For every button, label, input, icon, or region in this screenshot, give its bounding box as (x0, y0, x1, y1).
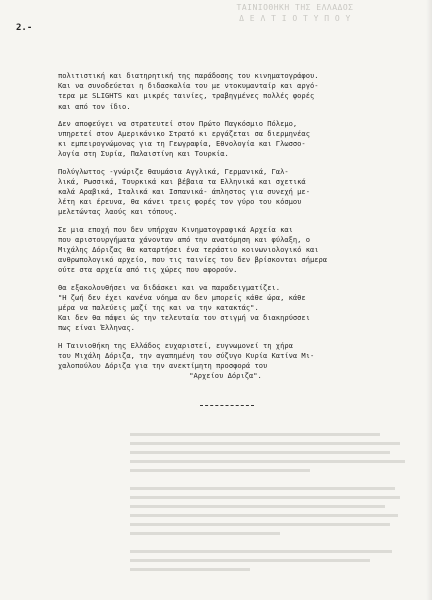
ghost-line (130, 484, 420, 493)
paragraph-2 (58, 119, 393, 160)
ghost-line (130, 475, 420, 484)
text-line: και από τον ίδιο. (58, 101, 131, 111)
text-line: τερα με SLIGHTS και μικρές ταινίες, τραβηγμένες πολλές φορές (58, 91, 315, 101)
text-line: ανθρωπολογικό αρχείο, που τις ταινίες του δεν βρίσκονται σήμερα (58, 255, 328, 265)
text-line: κι εμπειρογνώμονας για τη Γεωγραφία, Εθνολογία και Γλωσσο- (58, 139, 306, 149)
text-line: του Μιχάλη Δόριζα, την αγαπημένη του σύζυγο Κυρία Κατίνα Μι- (58, 350, 315, 360)
text-line: πως είναι Έλληνας. (58, 323, 135, 333)
text-line: ούτε στα αρχεία από τις χώρες που αφορούν. (58, 265, 238, 275)
text-line: Θα εξακολουθήσει να διδάσκει και να παραδειγματίζει. (58, 282, 281, 292)
ghost-line (130, 466, 420, 475)
text-line: που αριστουργήματα χάνονταν από την ανατόμηση και φύλαξη, ο (58, 234, 310, 244)
text-line: καλά Αραβικά, Ιταλικά και Ισπανικά- άπληστος για συνεχή με- (58, 187, 310, 197)
text-line: λογία στη Συρία, Παλαιστίνη και Τουρκία. (58, 149, 229, 159)
ghost-subtitle: Δ Ε Λ Τ Ι Ο Τ Υ Π Ο Υ (239, 14, 351, 23)
paragraph-5 (58, 283, 393, 334)
ghost-line (130, 448, 420, 457)
ghost-line (130, 439, 420, 448)
bleed-through-text (130, 430, 420, 574)
ghost-line (130, 511, 420, 520)
ghost-line (130, 430, 420, 439)
ghost-line (130, 547, 420, 556)
bleed-through-header (180, 2, 410, 24)
text-line: Σε μια εποχή που δεν υπήρχαν Κινηματογραφικά Αρχεία και (58, 224, 293, 234)
paragraph-3 (58, 167, 393, 218)
ghost-line (130, 556, 420, 565)
text-line: μέρα να παλεύεις μαζί της και να την κατακτάς". (58, 303, 259, 313)
ghost-line (130, 529, 420, 538)
text-line: υπηρετεί στον Αμερικάνικο Στρατό κι εργάζεται σα διερμηνέας (58, 129, 310, 139)
text-line: Και να συνοδεύεται η διδασκαλία του με ντοκυμανταίρ και αργό- (58, 81, 319, 91)
text-line: Η Ταινιοθήκη της Ελλάδος ευχαριστεί, ευγνωμονεί τη χήρα (58, 340, 293, 350)
text-line: λικά, Ρωσσικά, Τουρκικά και βέβαια τα Ελληνικά και σχετικά (58, 176, 306, 186)
text-line: "Αρχείου Δόριζα". (189, 371, 262, 381)
ghost-line (130, 565, 420, 574)
text-line: Πολύγλωττος -γνώριζε θαυμάσια Αγγλικά, Γερμανικά, Γαλ- (58, 166, 289, 176)
text-line: χαλοπούλου Δόριζα για την ανεκτίμητη προσφορά του (58, 361, 268, 371)
page-number: 2.- (16, 23, 33, 33)
end-separator (200, 405, 254, 406)
text-line: Και δεν θα πάψει ώς την τελευταία του στιγμή να διακηρύσσει (58, 313, 310, 323)
page-edge-shadow (426, 0, 432, 600)
text-line: μελετώντας λαούς και τόπους. (58, 207, 178, 217)
ghost-line (130, 538, 420, 547)
ghost-line (130, 493, 420, 502)
paragraph-4 (58, 225, 393, 276)
text-line: λέτη και έρευνα, θα κάνει τρεις φορές τον γύρο του κόσμου (58, 197, 302, 207)
text-line: Μιχάλης Δόριζας θα καταρτήσει ένα τεράστιο κοινωνιολογικό και (58, 245, 319, 255)
document-body (58, 71, 393, 388)
text-line: πολιτιστική και διατηρητική της παράδοσης του κινηματογράφου. (58, 71, 319, 80)
ghost-line (130, 520, 420, 529)
text-line: "Η ζωή δεν έχει κανένα νόημα αν δεν μπορείς κάθε ώρα, κάθε (58, 292, 306, 302)
paragraph-1 (58, 71, 393, 112)
text-line: Δεν αποφεύγει να στρατευτεί στον Πρώτο Παγκόσμιο Πόλεμο, (58, 118, 298, 128)
ghost-title: ΤΑΙΝΙΟΘΗΚΗ ΤΗΣ ΕΛΛΑΔΟΣ (236, 3, 354, 12)
ghost-line (130, 502, 420, 511)
paragraph-6 (58, 341, 393, 382)
ghost-line (130, 457, 420, 466)
